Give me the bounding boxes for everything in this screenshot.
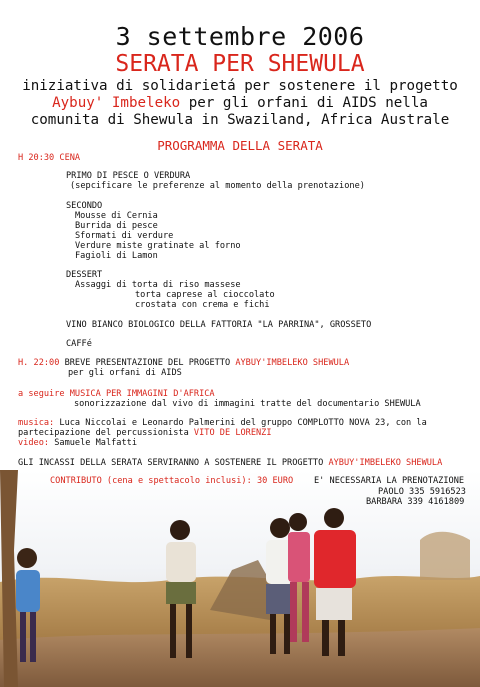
proceeds-line bbox=[18, 458, 442, 468]
event-date: 3 settembre 2006 bbox=[115, 22, 365, 51]
music-credits-line-2 bbox=[18, 428, 272, 438]
first-course-note: (sepcificare le preferenze al momento della prenotazione) bbox=[70, 181, 365, 191]
coffee-line: CAFFé bbox=[66, 339, 92, 349]
contribution-line: CONTRIBUTO (cena e spettacolo inclusi): 30 EURO bbox=[50, 476, 294, 486]
dessert-item: Assaggi di torta di riso massese bbox=[75, 280, 241, 290]
music-credits-line-2-text: partecipazione del percussionista bbox=[18, 428, 194, 438]
intro-line-2 bbox=[0, 95, 480, 111]
contact-barbara: BARBARA 339 4161809 bbox=[366, 497, 465, 507]
dinner-time: H 20:30 CENA bbox=[18, 153, 81, 163]
video-credits bbox=[18, 438, 137, 448]
dessert-item: crostata con crema e fichi bbox=[135, 300, 270, 310]
intro-project-name: Aybuy' Imbeleko bbox=[52, 95, 181, 111]
presentation-line-2: per gli orfani di AIDS bbox=[68, 368, 182, 378]
second-item: Verdure miste gratinate al forno bbox=[75, 241, 241, 251]
video-label: video: bbox=[18, 438, 50, 448]
percussionist-name: VITO DE LORENZI bbox=[193, 428, 272, 438]
first-course: PRIMO DI PESCE O VERDURA bbox=[66, 171, 191, 181]
program-heading: PROGRAMMA DELLA SERATA bbox=[157, 138, 323, 153]
music-heading: a seguire MUSICA PER IMMAGINI D'AFRICA bbox=[18, 389, 215, 399]
intro-line-3: comunita di Shewula in Swaziland, Africa Australe bbox=[30, 112, 450, 128]
music-credits-label: musica: bbox=[18, 418, 55, 428]
presentation-line bbox=[18, 358, 349, 368]
proceeds-project: AYBUY'IMBELEKO SHEWULA bbox=[328, 458, 443, 468]
music-description: sonorizzazione dal vivo di immagini tratte del documentario SHEWULA bbox=[74, 399, 421, 409]
second-item: Sformati di verdure bbox=[75, 231, 174, 241]
proceeds-text: GLI INCASSI DELLA SERATA SERVIRANNO A SOSTENERE IL PROGETTO bbox=[18, 458, 329, 468]
music-credits bbox=[18, 418, 427, 428]
wine-line: VINO BIANCO BIOLOGICO DELLA FATTORIA "LA PARRINA", GROSSETO bbox=[66, 320, 372, 330]
dessert-heading: DESSERT bbox=[66, 270, 103, 280]
music-credits-text: Luca Niccolai e Leonardo Palmerini del gruppo COMPLOTTO NOVA 23, con la bbox=[54, 418, 427, 428]
video-text: Samuele Malfatti bbox=[49, 438, 138, 448]
event-title: SERATA PER SHEWULA bbox=[115, 51, 365, 77]
second-item: Mousse di Cernia bbox=[75, 211, 158, 221]
second-heading: SECONDO bbox=[66, 201, 103, 211]
contact-paolo: PAOLO 335 5916523 bbox=[378, 487, 466, 497]
booking-notice: E' NECESSARIA LA PRENOTAZIONE bbox=[314, 476, 465, 486]
second-item: Fagioli di Lamon bbox=[75, 251, 158, 261]
dessert-item: torta caprese al cioccolato bbox=[135, 290, 275, 300]
presentation-time: H. 22:00 bbox=[18, 358, 60, 368]
presentation-text: BREVE PRESENTAZIONE DEL PROGETTO bbox=[59, 358, 236, 368]
intro-line-2-rest: per gli orfani di AIDS nella bbox=[180, 95, 428, 111]
second-item: Burrida di pesce bbox=[75, 221, 158, 231]
intro-line-1: iniziativa di solidarietá per sostenere il progetto bbox=[22, 78, 458, 94]
presentation-project: AYBUY'IMBELEKO SHEWULA bbox=[235, 358, 350, 368]
